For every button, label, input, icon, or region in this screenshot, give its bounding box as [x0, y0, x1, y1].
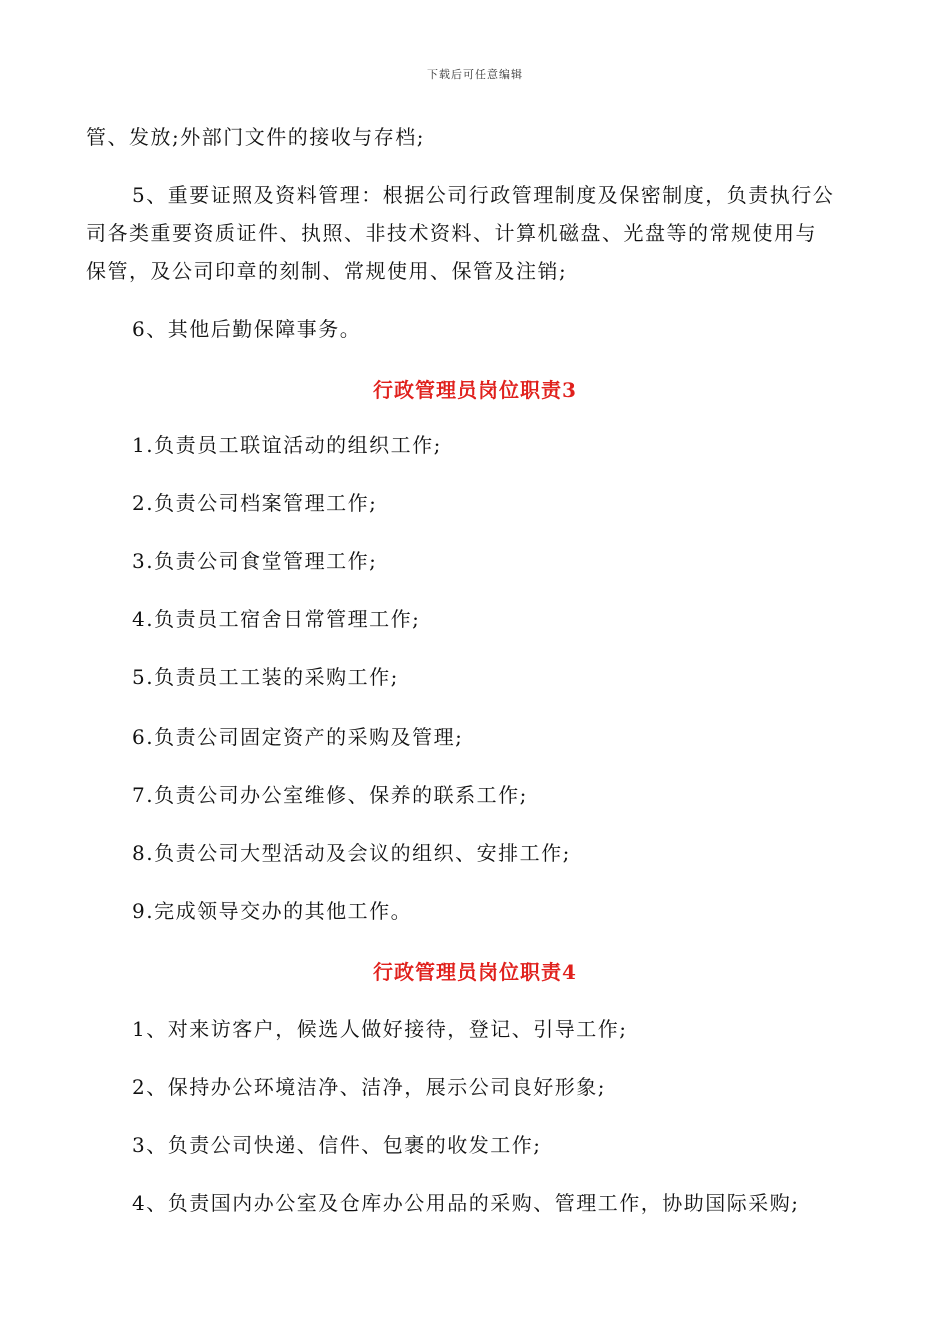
list-item: 8.负责公司大型活动及会议的组织、安排工作; — [132, 841, 571, 865]
list-item: 4.负责员工宿舍日常管理工作; — [132, 607, 421, 631]
list-item: 5.负责员工工装的采购工作; — [132, 665, 399, 689]
section-heading: 行政管理员岗位职责4 — [373, 960, 577, 984]
section-heading: 行政管理员岗位职责3 — [373, 378, 577, 402]
list-item: 1、对来访客户，候选人做好接待，登记、引导工作; — [132, 1017, 628, 1041]
list-item: 9.完成领导交办的其他工作。 — [132, 899, 413, 923]
paragraph-line: 司各类重要资质证件、执照、非技术资料、计算机磁盘、光盘等的常规使用与 — [86, 221, 817, 245]
list-item: 2.负责公司档案管理工作; — [132, 491, 378, 515]
list-item: 2、保持办公环境洁净、洁净，展示公司良好形象; — [132, 1075, 606, 1099]
list-item: 7.负责公司办公室维修、保养的联系工作; — [132, 783, 528, 807]
paragraph-line: 5、重要证照及资料管理：根据公司行政管理制度及保密制度，负责执行公 — [132, 183, 835, 207]
page-header: 下载后可任意编辑 — [427, 68, 523, 81]
paragraph-line: 保管，及公司印章的刻制、常规使用、保管及注销; — [86, 259, 568, 283]
list-item: 3.负责公司食堂管理工作; — [132, 549, 378, 573]
list-item: 4、负责国内办公室及仓库办公用品的采购、管理工作，协助国际采购; — [132, 1191, 800, 1215]
paragraph-line: 管、发放;外部门文件的接收与存档; — [86, 125, 425, 149]
list-item: 1.负责员工联谊活动的组织工作; — [132, 433, 442, 457]
list-item: 6、其他后勤保障事务。 — [132, 317, 362, 341]
list-item: 3、负责公司快递、信件、包裹的收发工作; — [132, 1133, 542, 1157]
list-item: 6.负责公司固定资产的采购及管理; — [132, 725, 464, 749]
